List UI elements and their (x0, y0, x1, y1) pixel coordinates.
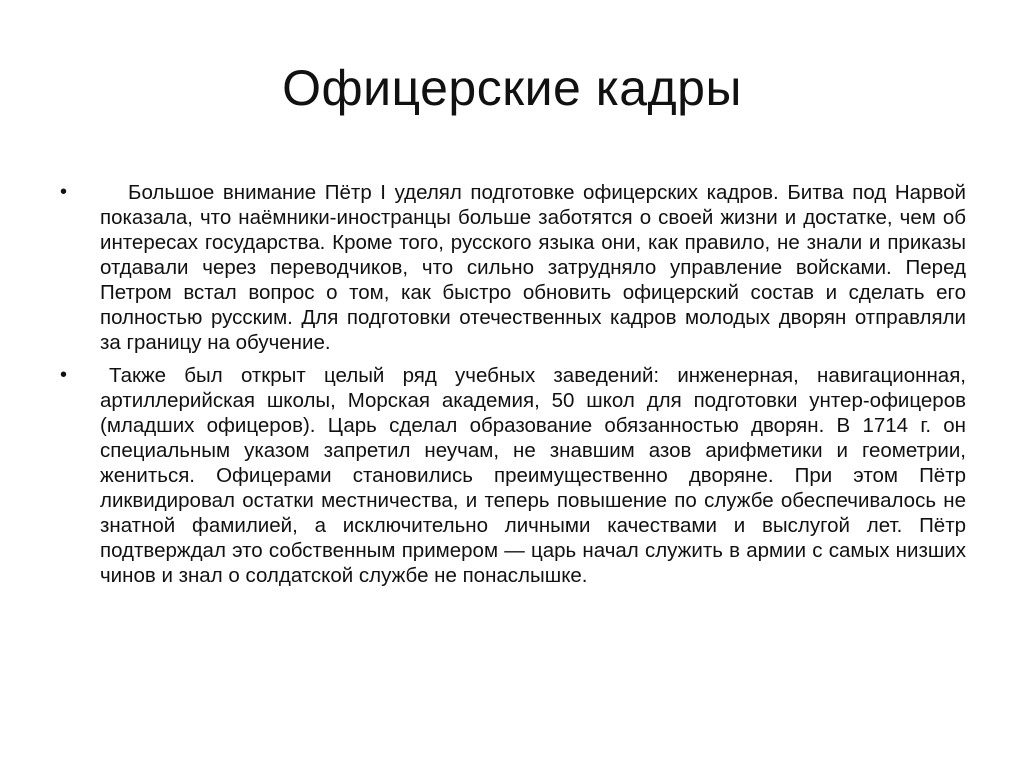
bullet-text: Большое внимание Пётр I уделял подготовке офицерских кадров. Битва под Нарвой показала, что наёмники-иностранцы больше заботятся о своей жизни и достатке, чем об интересах государства. Кроме того, русского языка они, как правило, не знали и приказы отдавали через переводчиков, что сильно затрудняло управление войсками. Перед Петром встал вопрос о том, как быстро обновить офицерский состав и сделать его полностью русским. Для подготовки отечественных кадров молодых дворян отправляли за границу на обучение. (100, 181, 966, 354)
slide-title: Офицерские кадры (282, 60, 742, 116)
slide-body (60, 180, 966, 596)
bullet-item (60, 180, 966, 355)
bullet-item (60, 363, 966, 588)
bullet-text: Также был открыт целый ряд учебных заведений: инженерная, навигационная, артиллерийская школы, Морская академия, 50 школ для подготовки унтер-офицеров (младших офицеров). Царь сделал образование обязанностью дворян. В 1714 г. он специальным указом запретил неучам, не знавшим азов арифметики и геометрии, жениться. Офицерами становились преимущественно дворяне. При этом Пётр ликвидировал остатки местничества, и теперь повышение по службе обеспечивалось не знатной фамилией, а исключительно личными качествами и выслугой лет. Пётр подтверждал это собственным примером — царь начал служить в армии с самых низших чинов и знал о солдатской службе не понаслышке. (100, 364, 966, 587)
bullet-dot-icon: • (60, 364, 68, 386)
bullet-dot-icon: • (60, 181, 68, 203)
